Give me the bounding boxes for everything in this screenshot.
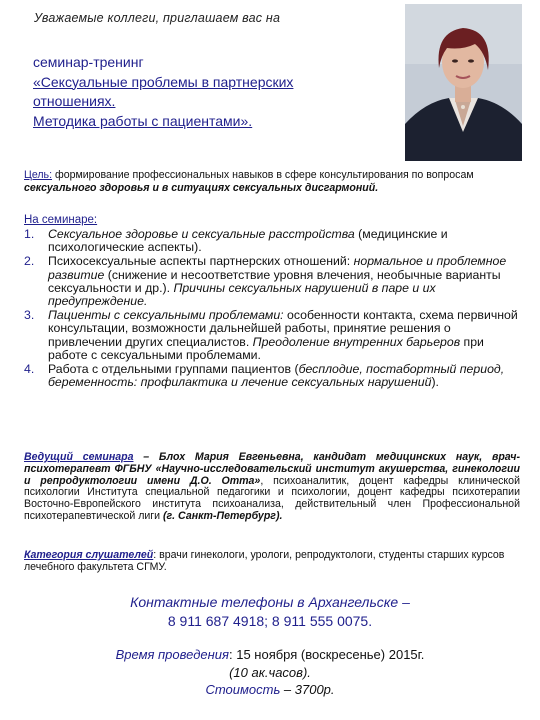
cost-value: – 3700р. [280, 682, 335, 697]
seminar-goal [24, 169, 516, 194]
contacts-numbers: 8 911 687 4918; 8 911 555 0075. [167, 613, 373, 629]
title-line-1: семинар-тренинг [33, 54, 144, 70]
seminar-title [33, 53, 373, 131]
seminar-lead [24, 452, 520, 523]
cost-label: Стоимость [205, 682, 281, 697]
audience-label: Категория слушателей [24, 549, 154, 561]
lead-name: Блох Мария Евгеньевна [158, 451, 301, 463]
program-list [24, 228, 524, 390]
contact-phones [0, 593, 540, 631]
item-number: 1. [24, 227, 35, 241]
lead-credentials: , кандидат медицинских наук, врач-психотерапевт ФГБНУ «Научно-исследовательский институт акушерства, гинекологии и репродуктологии имени Д.О. Отта» [24, 451, 521, 487]
list-item [24, 309, 524, 362]
audience [24, 549, 524, 573]
item-text: ). [431, 375, 439, 390]
invite-text: Уважаемые коллеги, приглашаем вас на [34, 11, 281, 25]
goal-text: формирование профессиональных навыков в сфере консультирования по вопросам [52, 169, 474, 181]
goal-label: Цель: [24, 169, 53, 181]
list-item [24, 228, 524, 254]
item-text: (снижение и несоответствие уровня влечения, необычные варианты сексуальности и др.). [48, 267, 501, 295]
item-text: бесплодие, постабортный период, беременность: профилактика и лечение сексуальных нарушений [48, 362, 505, 390]
title-line-4: Методика работы с пациентами». [33, 112, 253, 129]
seminar-heading: На семинаре: [24, 214, 98, 226]
lead-label: Ведущий семинара [24, 451, 134, 463]
lead-description: , психоаналитик, доцент кафедры клинической психологии Института специальной педагогики и психологии, доцент кафедры психотерапии Восточно-Европейского института психоанализа, действительный член Профессиональной психотерапевтической лиги [24, 474, 520, 522]
lead-city: (г. Санкт-Петербург). [163, 509, 283, 522]
item-text: Преодоление внутренних барьеров [252, 334, 461, 349]
item-number: 3. [24, 308, 35, 323]
event-info [0, 646, 540, 699]
item-text: Психосексуальные аспекты партнерских отношений: [48, 254, 354, 269]
lead-dash: – [133, 451, 159, 463]
item-text: Причины сексуальных нарушений в паре и их предупреждение. [48, 280, 436, 309]
audience-text: : врачи гинекологи, урологи, репродуктологи, студенты старших курсов лечебного факультета СГМУ. [24, 549, 505, 573]
item-text: Пациенты с сексуальными проблемами: [48, 308, 284, 323]
speaker-photo [405, 4, 522, 161]
list-item [24, 363, 524, 389]
title-line-2: «Сексуальные проблемы в партнерских [33, 73, 294, 90]
event-time [0, 646, 540, 664]
item-text: особенности контакта, схема первичной консультации, возможности дальнейшей работы, принятие решения о привлечении других специалистов. [48, 308, 518, 349]
title-line-3: отношениях. [33, 93, 116, 109]
item-number: 2. [24, 254, 35, 269]
event-hours: (10 ак.часов). [229, 664, 311, 680]
time-value: : 15 ноября (воскресенье) 2015г. [228, 647, 425, 662]
time-label: Время проведения [115, 647, 229, 662]
item-number: 4. [24, 362, 35, 377]
item-text: Сексуальное здоровье и сексуальные расстройства [48, 227, 355, 241]
item-text: нормальное и проблемное развитие [48, 254, 507, 282]
list-item [24, 255, 524, 308]
item-text: Работа с отдельными группами пациентов ( [48, 362, 299, 377]
goal-emphasis: сексуального здоровья и в ситуациях сексуальных дисгармоний. [24, 181, 379, 194]
event-cost [0, 681, 540, 699]
item-text: (медицинские и психологические аспекты). [48, 227, 448, 255]
contacts-heading: Контактные телефоны в Архангельске – [130, 594, 410, 610]
item-text: при работе с сексуальными проблемами. [48, 334, 484, 362]
